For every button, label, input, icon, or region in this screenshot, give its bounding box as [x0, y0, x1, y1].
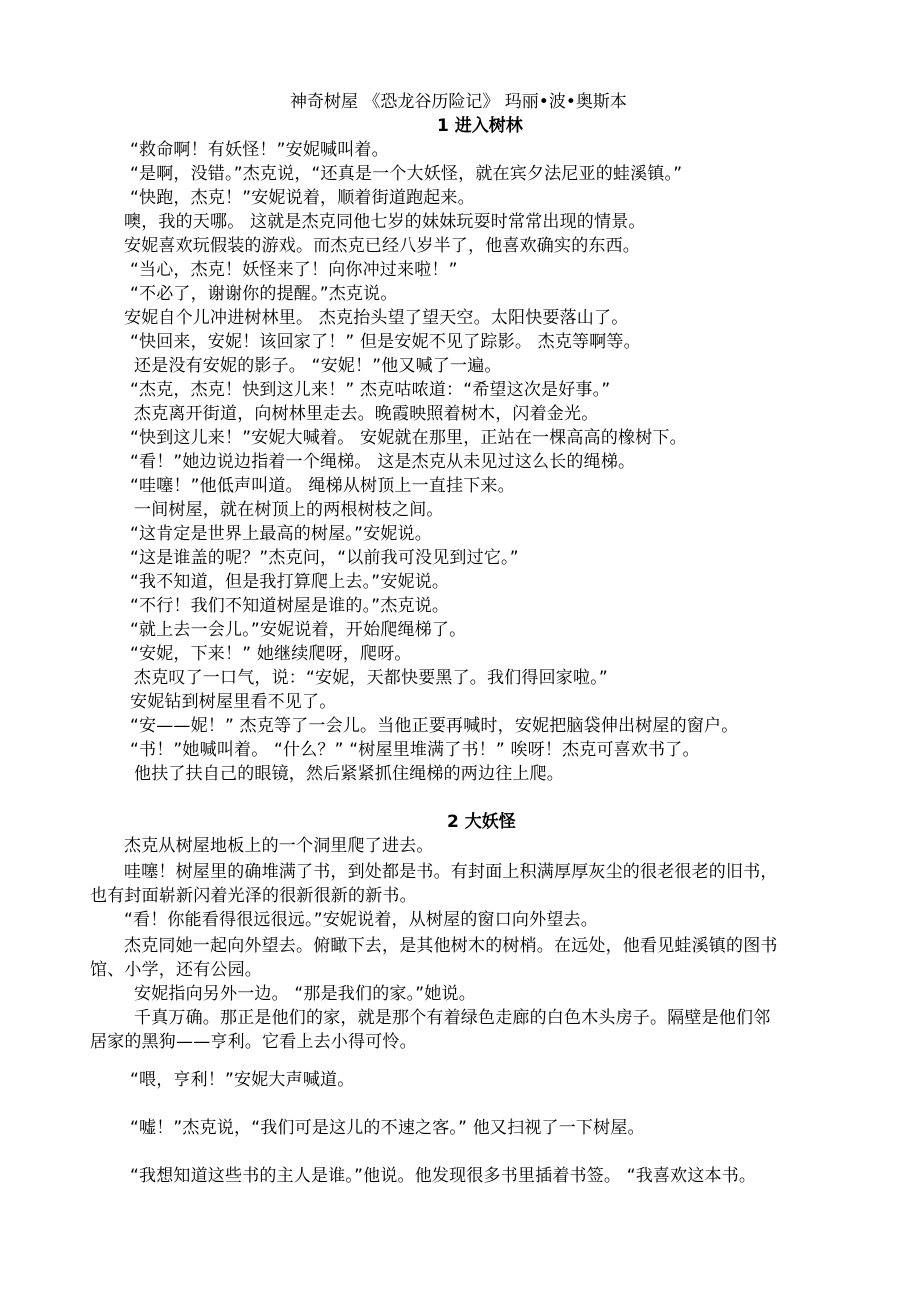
paragraph-line: 噢，我的天哪。 这就是杰克同他七岁的妹妹玩耍时常常出现的情景。	[124, 212, 646, 232]
paragraph-line: 一间树屋，就在树顶上的两根树枝之间。	[134, 500, 444, 520]
paragraph-line: 杰克同她一起向外望去。俯瞰下去，是其他树木的树梢。在远处，他看见蛙溪镇的图书	[124, 936, 778, 956]
paragraph-line: “不行！我们不知道树屋是谁的。”杰克说。	[130, 596, 450, 616]
document-title: 神奇树屋 《恐龙谷历险记》 玛丽•波•奥斯本	[290, 92, 627, 112]
paragraph-line: “嘘！”杰克说，“我们可是这儿的不速之客。” 他又扫视了一下树屋。	[130, 1118, 645, 1138]
paragraph-line: “快到这儿来！”安妮大喊着。 安妮就在那里，正站在一棵高高的橡树下。	[130, 428, 687, 448]
paragraph-line: 安妮自个儿冲进树林里。 杰克抬头望了望天空。太阳快要落山了。	[124, 308, 629, 328]
paragraph-line: “快跑，杰克！”安妮说着，顺着街道跑起来。	[130, 188, 475, 208]
paragraph-line: “当心，杰克！妖怪来了！向你冲过来啦！”	[130, 260, 458, 280]
paragraph-line: “是啊，没错。”杰克说，“还真是一个大妖怪，就在宾夕法尼亚的蛙溪镇。”	[130, 164, 683, 184]
paragraph-line: “看！”她边说边指着一个绳梯。 这是杰克从未见过这么长的绳梯。	[130, 452, 636, 472]
paragraph-line: “不必了，谢谢你的提醒。”杰克说。	[130, 284, 398, 304]
chapter-2-heading: 2 大妖怪	[447, 812, 516, 832]
paragraph-line: 安妮指向另外一边。 “那是我们的家。”她说。	[134, 984, 476, 1004]
paragraph-line: “哇噻！”他低声叫道。 绳梯从树顶上一直挂下来。	[130, 476, 515, 496]
paragraph-line: 安妮钻到树屋里看不见了。	[130, 692, 337, 712]
paragraph-line: 杰克离开街道，向树林里走去。晚霞映照着树木，闪着金光。	[134, 404, 599, 424]
paragraph-line: 他扶了扶自己的眼镜，然后紧紧抓住绳梯的两边往上爬。	[134, 764, 564, 784]
paragraph-line: “喂，亨利！”安妮大声喊道。	[130, 1070, 355, 1090]
paragraph-line: “这是谁盖的呢？”杰克问，“以前我可没见到过它。”	[130, 548, 519, 568]
paragraph-line: “我不知道，但是我打算爬上去。”安妮说。	[130, 572, 450, 592]
paragraph-line: 居家的黑狗——亨利。它看上去小得可怜。	[90, 1032, 417, 1052]
paragraph-line: 也有封面崭新闪着光泽的很新很新的新书。	[90, 886, 417, 906]
paragraph-line: 千真万确。那正是他们的家，就是那个有着绿色走廊的白色木头房子。隔壁是他们邻	[134, 1008, 771, 1028]
paragraph-line: “书！”她喊叫着。 “什么？” “树屋里堆满了书！” 唉呀！杰克可喜欢书了。	[130, 740, 700, 760]
paragraph-line: “快回来，安妮！该回家了！” 但是安妮不见了踪影。 杰克等啊等。	[130, 332, 641, 352]
paragraph-line: “安——妮！” 杰克等了一会儿。当他正要再喊时，安妮把脑袋伸出树屋的窗户。	[130, 716, 739, 736]
paragraph-line: “安妮，下来！” 她继续爬呀，爬呀。	[130, 644, 412, 664]
paragraph-line: “我想知道这些书的主人是谁。”他说。他发现很多书里插着书签。 “我喜欢这本书。	[130, 1166, 757, 1186]
paragraph-line: 杰克叹了一口气，说：“安妮，天都快要黑了。我们得回家啦。”	[134, 668, 608, 688]
paragraph-line: 哇噻！树屋里的确堆满了书，到处都是书。有封面上积满厚厚灰尘的很老很老的旧书，	[124, 862, 778, 882]
paragraph-line: “就上去一会儿。”安妮说着，开始爬绳梯了。	[130, 620, 467, 640]
paragraph-line: “救命啊！有妖怪！”安妮喊叫着。	[130, 140, 389, 160]
paragraph-line: 还是没有安妮的影子。 “安妮！”他又喊了一遍。	[134, 356, 502, 376]
chapter-1-heading: 1 进入树林	[437, 116, 523, 136]
paragraph-line: 安妮喜欢玩假装的游戏。而杰克已经八岁半了，他喜欢确实的东西。	[124, 236, 640, 256]
paragraph-line: 馆、小学，还有公园。	[90, 960, 262, 980]
paragraph-line: “这肯定是世界上最高的树屋。”安妮说。	[130, 524, 432, 544]
paragraph-line: 杰克从树屋地板上的一个洞里爬了进去。	[124, 836, 434, 856]
paragraph-line: “杰克，杰克！快到这儿来！” 杰克咕哝道：“希望这次是好事。”	[130, 380, 611, 400]
paragraph-line: “看！你能看得很远很远。”安妮说着，从树屋的窗口向外望去。	[124, 910, 598, 930]
